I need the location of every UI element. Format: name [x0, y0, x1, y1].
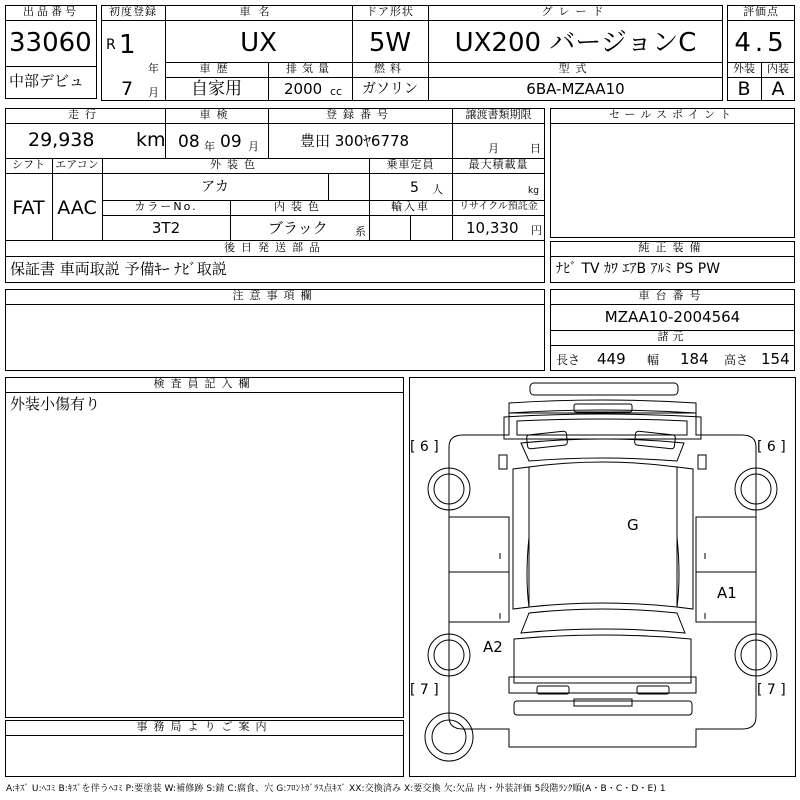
ext-color-label: 外装色	[210, 158, 261, 171]
transfer-label: 譲渡書類期限	[465, 108, 532, 121]
doors: 5W	[368, 28, 412, 58]
equipment: ﾅﾋﾞ TV ｶﾜ ｴｱB ｱﾙﾐ PS PW	[556, 261, 721, 277]
office-label: 事務局よりご案内	[136, 720, 273, 733]
parts: 保証書 車両取説 予備ｷｰ ﾅﾋﾞ取説	[10, 260, 227, 278]
max-load-label: 最大積載量	[468, 158, 529, 171]
shift: FAT	[12, 197, 45, 219]
width: 184	[680, 350, 709, 368]
ext-score: B	[737, 78, 751, 100]
model-label: 型式	[558, 62, 593, 75]
first-reg-label: 初度登録	[109, 5, 157, 18]
lot-label: 出品番号	[23, 5, 79, 18]
car-name-label: 車名	[239, 5, 278, 18]
lot-number: 33060	[9, 28, 92, 58]
inspector-label: 検査員記入欄	[153, 377, 256, 390]
year-unit: 年	[148, 62, 159, 75]
equipment-label: 純正装備	[638, 241, 707, 254]
max-load-unit: kg	[528, 186, 539, 196]
inspection-month-unit: 月	[248, 140, 259, 153]
mileage-label: 走行	[68, 108, 102, 121]
sales-point-label: セールスポイント	[608, 108, 736, 121]
width-label: 幅	[647, 353, 660, 367]
era: R	[106, 37, 116, 53]
inspector-box	[5, 377, 404, 718]
venue: 中部デビュ	[9, 72, 85, 90]
int-color-suffix: 系	[355, 225, 366, 238]
history-label: 車歴	[199, 62, 234, 75]
model: 6BA-MZAA10	[526, 80, 625, 98]
chassis-label: 車台番号	[638, 289, 707, 302]
mileage: 29,938	[28, 129, 95, 151]
reg-no-label: 登録番号	[326, 108, 394, 121]
int-score-label: 内装	[767, 62, 789, 75]
tire-rr: [ 7 ]	[757, 682, 786, 698]
int-color-label: 内装色	[274, 200, 325, 213]
damage-mark-roof: G	[627, 516, 639, 534]
ext-score-label: 外装	[733, 62, 755, 75]
inspection-year: 08	[178, 132, 200, 152]
int-color: ブラック	[268, 219, 328, 237]
parts-label: 後日発送部品	[224, 241, 326, 254]
legend: A:ｷｽﾞ U:ﾍｺﾐ B:ｷｽﾞを伴うﾍｺﾐ P:要塗装 W:補修跡 S:錆 C:腐食、穴 G:ﾌﾛﾝﾄｶﾞﾗｽ点ｷｽﾞ XX:交換済み X:要交換 欠:欠品 内・外装評価 5段階ﾗﾝｸ順(A・B・C・D・E) 1	[6, 784, 666, 794]
ext-color: アカ	[201, 179, 229, 195]
length: 449	[597, 350, 626, 368]
score: 4.5	[734, 28, 788, 58]
color-no-label: カラーNo.	[134, 200, 198, 213]
first-reg-year: 1	[119, 30, 136, 60]
doors-label: ドア形状	[366, 5, 414, 18]
inspection-year-unit: 年	[204, 140, 215, 153]
displacement-label: 排気量	[286, 62, 334, 75]
tire-fl: [ 6 ]	[410, 439, 439, 455]
reg-no: 豊田 300ﾔ6778	[300, 132, 410, 150]
height: 154	[761, 350, 790, 368]
tire-rl: [ 7 ]	[410, 682, 439, 698]
length-label: 長さ	[556, 353, 581, 367]
recycle: 10,330	[466, 219, 519, 237]
damage-mark-left: A2	[483, 638, 503, 656]
color-no: 3T2	[151, 219, 181, 237]
fuel-label: 燃料	[374, 62, 406, 75]
recycle-unit: 円	[531, 224, 542, 237]
score-label: 評価点	[743, 5, 779, 18]
sales-point-box	[550, 108, 795, 238]
damage-mark-right: A1	[717, 584, 737, 602]
import-label: 輸入車	[391, 200, 430, 213]
first-reg-month: 7	[121, 78, 134, 100]
ac: AAC	[57, 197, 97, 219]
mileage-unit: km	[136, 129, 166, 151]
transfer-month-unit: 月	[488, 142, 499, 155]
fuel: ガソリン	[362, 81, 418, 97]
shift-label: シフト	[12, 158, 45, 171]
inspector-comment: 外装小傷有り	[10, 395, 101, 413]
displacement: 2000	[284, 80, 323, 98]
month-unit: 月	[148, 86, 159, 99]
notes-label: 注意事項欄	[232, 289, 318, 302]
dims-label: 諸元	[657, 330, 688, 343]
inspection-month: 09	[220, 132, 242, 152]
chassis-number: MZAA10-2004564	[604, 308, 741, 326]
car-name: UX	[240, 28, 277, 58]
grade-label: グレード	[541, 5, 610, 18]
recycle-label: リサイクル預託金	[459, 201, 538, 212]
height-label: 高さ	[724, 353, 749, 367]
capacity-unit: 人	[432, 183, 443, 196]
ac-label: エアコン	[55, 158, 99, 171]
capacity: 5	[410, 180, 419, 196]
damage-diagram	[409, 377, 796, 777]
transfer-day-unit: 日	[530, 142, 541, 155]
grade: UX200 バージョンC	[454, 28, 697, 58]
inspection-label: 車検	[199, 108, 234, 121]
capacity-label: 乗車定員	[386, 158, 435, 171]
history: 自家用	[191, 79, 242, 99]
displacement-unit: cc	[330, 85, 343, 98]
tire-fr: [ 6 ]	[757, 439, 786, 455]
int-score: A	[771, 78, 785, 100]
